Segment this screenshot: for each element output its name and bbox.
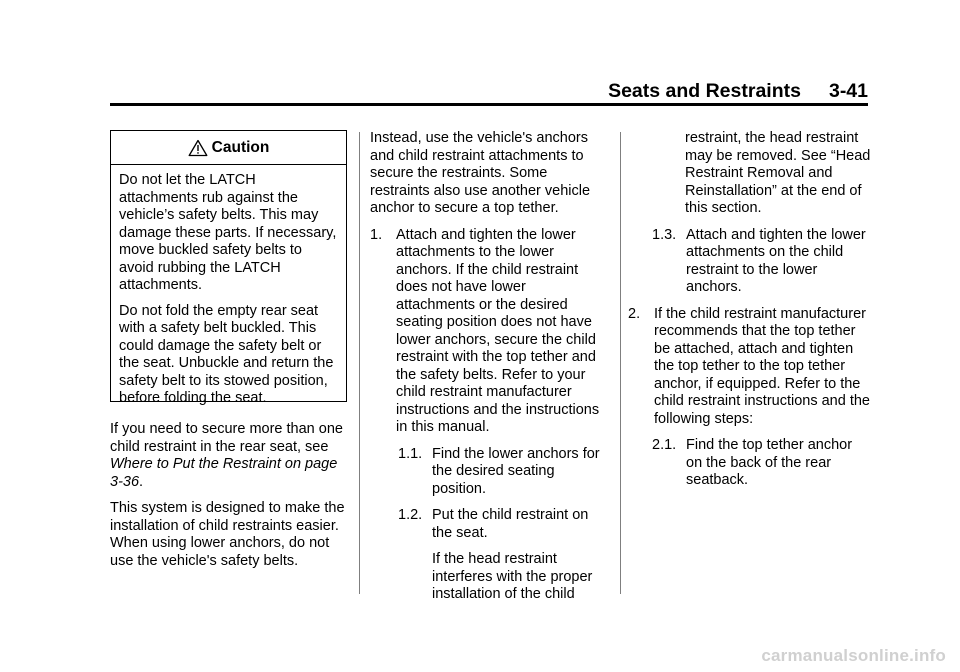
paragraph-more-than-one: If you need to secure more than one child restraint in the rear seat, see Where to Put the Restraint on page 3-36. — [110, 421, 343, 490]
step-number: 1.1. — [398, 445, 423, 462]
list-item-step-1-1 — [370, 446, 606, 499]
cross-reference-link[interactable]: Where to Put the Restraint on page 3-36 — [110, 456, 338, 490]
list-item-step-1 — [370, 227, 606, 437]
step-number: 1.2. — [398, 507, 423, 523]
head-restraint-note: If the head restraint interferes with the proper installation of the child — [432, 551, 593, 602]
column-3-text — [628, 130, 872, 490]
paragraph-system-designed: This system is designed to make the installation of child restraints easier. When using lower anchors, do not use the vehicle's safety belts. — [110, 500, 345, 569]
step-text: Find the top tether anchor on the back of the rear seatback. — [686, 437, 853, 488]
column-divider-1 — [359, 132, 360, 594]
section-title: Seats and Restraints — [608, 80, 801, 102]
step-number: 2.1. — [652, 437, 677, 453]
page-header — [110, 80, 868, 103]
step-number: 1. — [370, 226, 383, 243]
caution-triangle-icon — [188, 139, 208, 157]
list-item-step-2-1 — [628, 437, 872, 490]
step-text: If the child restraint manufacturer recommends that the top tether be attached, attach and tighten the top tether to the top tether anchor, if equipped. Refer to the child restraint instructions and the following steps: — [654, 305, 870, 427]
step-number: 1.3. — [652, 226, 677, 243]
caution-paragraph-1: Do not let the LATCH attachments rub against the vehicle’s safety belts. This may damage these parts. If necessary, move buckled safety belts to avoid rubbing the LATCH attachments. — [119, 172, 337, 293]
header-rule — [110, 103, 868, 106]
watermark-text: carmanualsonline.info — [761, 646, 946, 665]
paragraph-intro: Instead, use the vehicle's anchors and child restraint attachments to secure the restraints. Some restraints also use another vehicle anchor to secure a top tether. — [370, 130, 591, 216]
step-number: 2. — [628, 305, 641, 322]
list-item-step-1-3 — [628, 227, 872, 297]
column-divider-2 — [620, 132, 621, 594]
list-item-step-2 — [628, 306, 872, 429]
head-restraint-note-continued: restraint, the head restraint may be removed. See “Head Restraint Removal and Reinstallation” at the end of this section. — [685, 130, 871, 216]
step-text: Attach and tighten the lower attachments to the lower anchors. If the child restraint does not have lower attachments or the desired seating position does not have lower anchors, secure the child restraint with the top tether and the safety belts. Refer to your child restraint manufacturer instructions and the instructions in this manual. — [396, 226, 600, 435]
page-number: 3-41 — [828, 80, 868, 102]
caution-body — [111, 165, 346, 408]
caution-title: Caution — [211, 138, 270, 156]
caution-paragraph-2: Do not fold the empty rear seat with a safety belt buckled. This could damage the safety belt or the seat. Unbuckle and return the safety belt to its stowed position, before folding the seat. — [119, 302, 334, 406]
caution-box — [110, 130, 347, 406]
step-text: Find the lower anchors for the desired seating position. — [432, 445, 600, 497]
list-item-step-1-2 — [370, 507, 606, 542]
column-1-text — [110, 421, 354, 570]
step-text: Put the child restraint on the seat. — [432, 507, 589, 541]
column-2-text — [370, 130, 606, 604]
step-text: Attach and tighten the lower attachments on the child restraint to the lower anchors. — [686, 226, 866, 295]
caution-header — [111, 131, 346, 165]
